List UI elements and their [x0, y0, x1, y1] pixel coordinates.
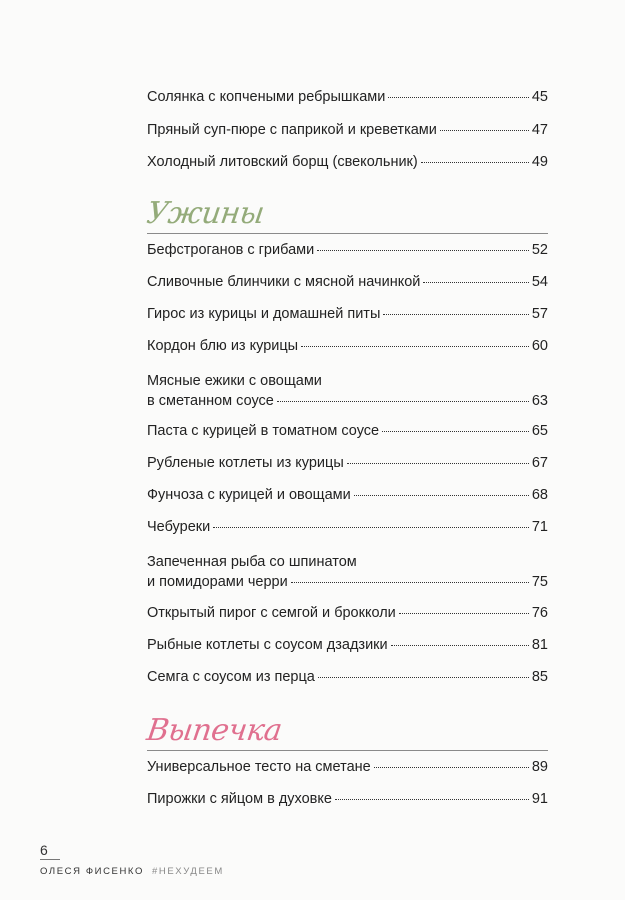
toc-entry-title: Рубленые котлеты из курицы [147, 455, 344, 471]
toc-entry-page: 65 [531, 423, 548, 439]
toc-entry[interactable] [147, 518, 548, 536]
toc-entry-page: 45 [531, 89, 548, 105]
toc-entry[interactable] [147, 790, 548, 808]
leader-dots [440, 130, 529, 131]
leader-dots [318, 677, 529, 678]
leader-dots [423, 282, 528, 283]
toc-entry-page: 49 [531, 154, 548, 170]
leader-dots [291, 582, 529, 583]
leader-dots [317, 250, 529, 251]
toc-entry-title: Паста с курицей в томатном соусе [147, 423, 380, 439]
leader-dots [388, 97, 529, 98]
page-number: 6 [40, 842, 48, 858]
toc-entry[interactable] [147, 758, 548, 776]
footer-author: ОЛЕСЯ ФИСЕНКО [40, 866, 144, 877]
leader-dots [421, 162, 529, 163]
toc-entry-page: 89 [531, 759, 548, 775]
toc-entry-title: Универсальное тесто на сметане [147, 759, 371, 775]
toc-entry[interactable] [147, 337, 548, 355]
toc-entry-page: 68 [531, 487, 548, 503]
toc-entry-title-line1: Мясные ежики с овощами [147, 373, 322, 389]
toc-entry-page: 81 [531, 637, 548, 653]
toc-entry-title: Семга с соусом из перца [147, 669, 315, 685]
toc-entry-title: в сметанном соусе [147, 393, 274, 409]
toc-entry-title: Гирос из курицы и домашней питы [147, 306, 381, 322]
toc-entry-title: Чебуреки [147, 519, 211, 535]
toc-entry[interactable] [147, 273, 548, 291]
toc-entry-title: и помидорами черри [147, 574, 288, 590]
toc-entry[interactable] [147, 422, 548, 440]
toc-entry-title: Рыбные котлеты с соусом дзадзики [147, 637, 388, 653]
toc-entry-page: 76 [531, 605, 548, 621]
toc-entry-title-line1: Запеченная рыба со шпинатом [147, 554, 357, 570]
toc-entry-page: 91 [531, 791, 548, 807]
toc-entry-page: 47 [531, 122, 548, 138]
toc-entry[interactable] [147, 305, 548, 323]
section-divider [147, 750, 548, 751]
toc-entry-page: 60 [531, 338, 548, 354]
toc-entry[interactable] [147, 486, 548, 504]
leader-dots [374, 767, 529, 768]
toc-entry-title: Холодный литовский борщ (свекольник) [147, 154, 418, 170]
footer-hashtag: #НЕХУДЕЕМ [152, 866, 224, 877]
toc-entry[interactable] [147, 153, 548, 171]
leader-dots [213, 527, 529, 528]
leader-dots [347, 463, 529, 464]
leader-dots [301, 346, 529, 347]
leader-dots [399, 613, 529, 614]
section-heading-dinners: Ужины [144, 196, 267, 231]
toc-entry[interactable] [147, 372, 548, 410]
toc-entry-title: Пирожки с яйцом в духовке [147, 791, 332, 807]
section-divider [147, 233, 548, 234]
footer-divider [40, 859, 60, 860]
toc-entry-page: 57 [531, 306, 548, 322]
toc-entry-page: 67 [531, 455, 548, 471]
toc-entry-title: Кордон блю из курицы [147, 338, 299, 354]
toc-entry-page: 71 [531, 519, 548, 535]
toc-entry-title: Солянка с копчеными ребрышками [147, 89, 386, 105]
leader-dots [277, 401, 529, 402]
toc-entry-page: 63 [531, 393, 548, 409]
leader-dots [335, 799, 529, 800]
toc-entry[interactable] [147, 88, 548, 106]
toc-entry-title: Пряный суп-пюре с паприкой и креветками [147, 122, 437, 138]
toc-entry[interactable] [147, 121, 548, 139]
toc-entry[interactable] [147, 604, 548, 622]
toc-entry[interactable] [147, 636, 548, 654]
toc-entry[interactable] [147, 553, 548, 591]
section-heading-baking: Выпечка [144, 713, 284, 748]
toc-entry-title: Бефстроганов с грибами [147, 242, 315, 258]
toc-entry[interactable] [147, 241, 548, 259]
leader-dots [382, 431, 529, 432]
leader-dots [391, 645, 529, 646]
toc-entry[interactable] [147, 668, 548, 686]
toc-entry[interactable] [147, 454, 548, 472]
leader-dots [354, 495, 529, 496]
toc-entry-page: 54 [531, 274, 548, 290]
toc-entry-title: Открытый пирог с семгой и брокколи [147, 605, 396, 621]
toc-entry-title: Сливочные блинчики с мясной начинкой [147, 274, 421, 290]
toc-entry-page: 52 [531, 242, 548, 258]
toc-entry-page: 85 [531, 669, 548, 685]
toc-entry-page: 75 [531, 574, 548, 590]
toc-entry-title: Фунчоза с курицей и овощами [147, 487, 351, 503]
leader-dots [383, 314, 528, 315]
